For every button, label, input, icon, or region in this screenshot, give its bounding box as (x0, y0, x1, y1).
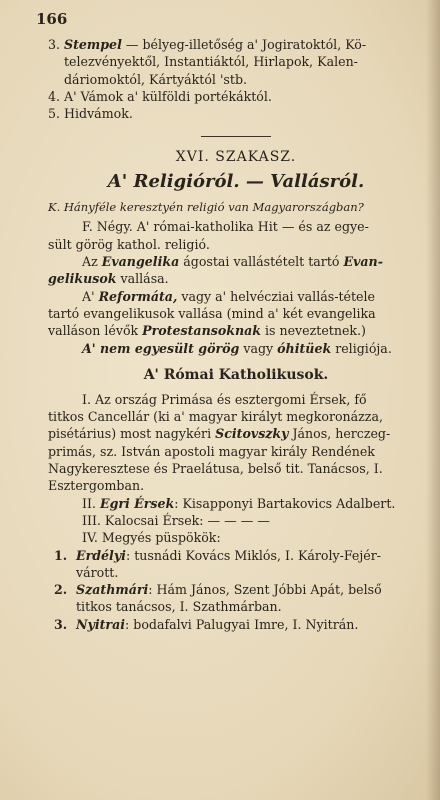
emphasis-text: Scitovszky (215, 426, 289, 442)
bishop-see: Erdélyi (76, 547, 126, 563)
text-span: I. Az ország Primása és esztergomi Érsek, fő (82, 391, 367, 407)
bishop-line (54, 581, 424, 598)
text-span: pisétárius) most nagykéri (48, 426, 216, 442)
list-text: Hidvámok. (64, 106, 133, 122)
text-span: II. (82, 495, 100, 511)
text-span: F. Négy. A' római-katholika Hit — és az egye- (82, 219, 369, 235)
subheading: A' Római Katholikusok. (143, 366, 329, 383)
list-line (48, 36, 424, 53)
text-span: tartó evangelikusok vallása (mind a' két evangelika (48, 305, 376, 321)
list-number: 4. (48, 88, 61, 104)
text-span: A' (82, 288, 99, 304)
bishop-see: Nyitrai (76, 616, 126, 632)
text-span: Esztergomban. (48, 478, 145, 494)
text-line (48, 408, 424, 425)
text-span: Az (82, 254, 102, 270)
body-paragraph (48, 391, 424, 547)
text-line (48, 460, 424, 477)
text-span: titkos Cancellár (ki a' magyar királyt megkoronázza, (48, 409, 383, 425)
bishop-number: 1. (54, 547, 68, 563)
bishop-line (54, 547, 424, 564)
bishop-list (48, 547, 424, 633)
text-line (48, 253, 424, 270)
list-text: — bélyeg-illetőség a' Jogiratoktól, Kö- (121, 37, 367, 52)
bishop-line (54, 598, 424, 615)
text-span: is neveztetnek.) (261, 323, 366, 339)
section-title: A' Religióról. — Vallásról. (107, 171, 365, 193)
text-span: ágostai vallástételt tartó (179, 254, 344, 270)
emphasis-text: gelikusok (48, 271, 117, 287)
list-number: 3. (48, 37, 61, 52)
list-line (48, 71, 424, 88)
text-line (48, 391, 424, 408)
text-line (48, 495, 424, 512)
text-span: Nagykeresztese és Praelátusa, belső tit. Tanácsos, I. (48, 461, 383, 477)
text-line (48, 270, 424, 287)
text-line (48, 425, 424, 442)
text-line (48, 236, 424, 253)
text-span: : Kisapponyi Bartakovics Adalbert. (174, 495, 396, 511)
bishop-text: : tusnádi Kovács Miklós, I. Károly-Fejér- (125, 547, 382, 563)
question-text: K. Hányféle keresztyén religió van Magyarországban? (48, 200, 364, 215)
list-line (48, 88, 424, 105)
text-span: sült görög kathol. religió. (48, 236, 210, 252)
bishop-text: titkos tanácsos, I. Szathmárban. (76, 599, 282, 615)
page-edge-shadow (426, 0, 440, 800)
answer-paragraph (48, 218, 424, 356)
page-number: 166 (36, 10, 68, 28)
bishop-text: : bodafalvi Palugyai Imre, I. Nyitrán. (125, 616, 359, 632)
bishop-text: várott. (76, 564, 119, 580)
text-line (48, 443, 424, 460)
list-text: dáriomoktól, Kártyáktól 'stb. (64, 71, 248, 87)
emphasis-text: Reformáta, (98, 288, 178, 304)
text-span: primás, sz. István apostoli magyar király Rendének (48, 443, 375, 459)
text-line (48, 305, 424, 322)
bishop-line (54, 616, 424, 633)
emphasis-text: Protestansoknak (142, 323, 261, 339)
text-span: János, herczeg- (288, 426, 391, 442)
text-line (48, 512, 424, 529)
bishop-see: Szathmári (76, 582, 149, 598)
emphasis-text: Evangelika (101, 254, 180, 270)
text-line (48, 218, 424, 235)
bishop-text: : Hám János, Szent Jóbbi Apát, belső (148, 582, 382, 598)
text-line (48, 529, 424, 546)
list-line (48, 53, 424, 70)
text-line (48, 288, 424, 305)
divider-rule (201, 136, 271, 137)
bishop-line (54, 564, 424, 581)
emphasis-text: óhitüek (277, 340, 332, 356)
section-heading: XVI. SZAKASZ. (175, 149, 297, 166)
list-title: Stempel (64, 37, 122, 52)
list-number: 5. (48, 106, 61, 122)
bishop-number: 2. (54, 582, 68, 598)
text-span: IV. Megyés püspökök: (82, 530, 221, 546)
text-line (48, 477, 424, 494)
bishop-number: 3. (54, 616, 68, 632)
text-span: religiója. (331, 340, 392, 356)
emphasis-text: Evan- (343, 254, 383, 270)
list-text: telezvényektől, Instantiáktól, Hirlapok, Kalen- (64, 54, 358, 70)
top-list (48, 36, 424, 122)
text-line (48, 322, 424, 339)
text-span: vallása. (116, 271, 169, 287)
text-span: valláson lévők (48, 323, 143, 339)
emphasis-text: A' nem egyesült görög (82, 340, 240, 356)
text-span: vagy (239, 340, 278, 356)
emphasis-text: Egri Érsek (99, 495, 175, 511)
list-text: A' Vámok a' külföldi portékáktól. (64, 88, 272, 104)
list-line (48, 105, 424, 122)
text-span: III. Kalocsai Érsek: — — — — (82, 512, 270, 528)
text-span: vagy a' helvécziai vallás-tétele (177, 288, 375, 304)
text-line (48, 340, 424, 357)
